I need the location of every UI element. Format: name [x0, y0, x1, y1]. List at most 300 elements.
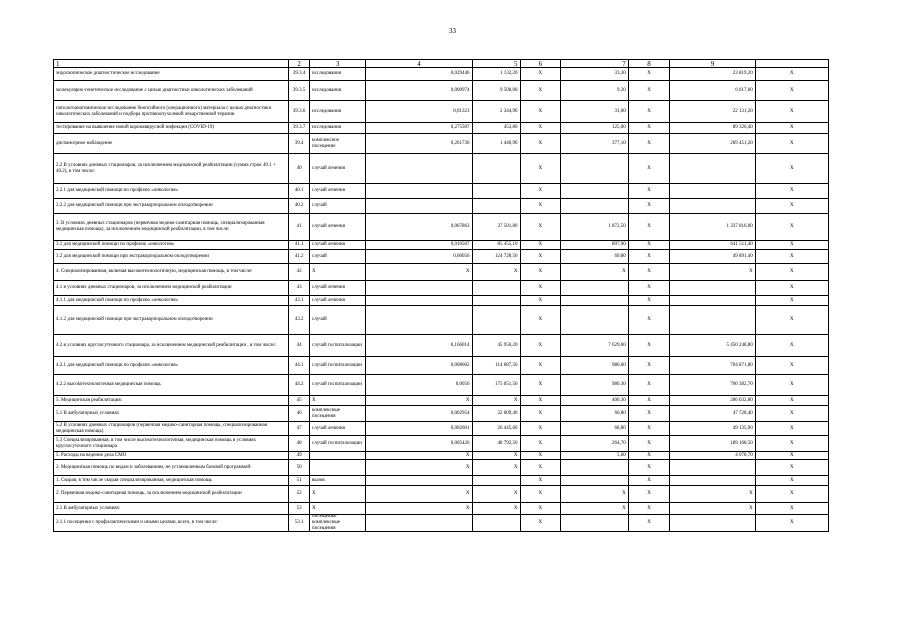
table-cell: 40: [289, 154, 310, 184]
table-cell: X: [521, 264, 562, 281]
table-cell: 39.3.5: [289, 81, 310, 101]
table-cell: X: [521, 486, 562, 503]
table-cell: X: [756, 460, 829, 476]
table-cell: [561, 306, 629, 335]
table-cell: [310, 452, 366, 460]
row-label: эндоскопическое диагностическое исследование: [54, 68, 289, 81]
table-cell: X: [521, 452, 562, 460]
table-cell: X: [366, 486, 472, 503]
table-cell: 700 382,70: [670, 375, 755, 396]
table-cell: 269 451,20: [670, 134, 755, 154]
table-cell: 0,00056: [366, 250, 472, 264]
table-cell: X: [756, 476, 829, 486]
row-label: молекулярно-генетическое исследование с целью диагностики онкологических заболеваний: [54, 81, 289, 101]
table-cell: комплексное посещение: [310, 134, 366, 154]
table-cell: 0,029446: [366, 68, 472, 81]
row-label: 2. Первичная медико-санитарная помощь, за исключением медицинской реабилитации: [54, 486, 289, 503]
table-cell: X: [670, 503, 755, 515]
table-cell: X: [310, 503, 366, 515]
table-cell: 48: [289, 436, 310, 452]
table-cell: [310, 460, 366, 476]
table-row: [54, 306, 829, 335]
table-cell: 49 135,90: [670, 422, 755, 436]
table-cell: 47 728,40: [670, 406, 755, 422]
table-cell: случай госпитализации: [310, 357, 366, 375]
table-cell: [561, 154, 629, 184]
table-cell: X: [756, 375, 829, 396]
table-cell: X: [756, 357, 829, 375]
table-cell: [366, 281, 472, 296]
table-cell: X: [629, 199, 670, 214]
table-cell: [670, 281, 755, 296]
table-cell: X: [629, 515, 670, 532]
table-cell: [561, 199, 629, 214]
table-cell: исследования: [310, 101, 366, 123]
table-cell: X: [521, 436, 562, 452]
table-cell: 897,90: [561, 241, 629, 250]
table-cell: X: [629, 436, 670, 452]
table-cell: X: [629, 460, 670, 476]
table-cell: X: [629, 123, 670, 134]
table-cell: [670, 296, 755, 306]
table-cell: X: [629, 214, 670, 241]
table-cell: 68,80: [561, 422, 629, 436]
table-cell: X: [521, 396, 562, 406]
table-header-cell: 2: [289, 60, 310, 68]
table-cell: X: [756, 101, 829, 123]
table-cell: X: [366, 460, 472, 476]
table-row: [54, 214, 829, 241]
table-row: [54, 422, 829, 436]
table-cell: X: [521, 281, 562, 296]
table-row: [54, 81, 829, 101]
table-cell: случай лечения: [310, 184, 366, 199]
table-cell: X: [521, 199, 562, 214]
table-cell: 0,01321: [366, 101, 472, 123]
table-cell: [366, 184, 472, 199]
table-cell: X: [521, 68, 562, 81]
table-cell: X: [629, 335, 670, 357]
table-cell: X: [670, 264, 755, 281]
row-label: 4.1.2 для медицинской помощи при экстракорпоральном оплодотворении: [54, 306, 289, 335]
table-cell: 0,000974: [366, 81, 472, 101]
table-cell: 22 609,40: [473, 406, 521, 422]
table-cell: 986,60: [561, 357, 629, 375]
table-cell: X: [521, 296, 562, 306]
table-cell: 377,10: [561, 134, 629, 154]
table-cell: [366, 306, 472, 335]
table-cell: X: [366, 264, 472, 281]
table-cell: 89 326,40: [670, 123, 755, 134]
table-cell: 41.1: [289, 241, 310, 250]
table-row: [54, 123, 829, 134]
table-row: [54, 199, 829, 214]
table-cell: X: [670, 486, 755, 503]
table-row: [54, 406, 829, 422]
table-cell: исследования: [310, 81, 366, 101]
table-row: [54, 486, 829, 503]
table-cell: 44: [289, 335, 310, 357]
table-cell: 124 728,50: [473, 250, 521, 264]
table-cell: X: [561, 503, 629, 515]
table-cell: X: [756, 406, 829, 422]
table-cell: 39.3.4: [289, 68, 310, 81]
table-cell: X: [521, 476, 562, 486]
table-cell: X: [521, 422, 562, 436]
table-row: [54, 515, 829, 532]
table-cell: X: [629, 306, 670, 335]
row-label: 4.2.1 для медицинской помощи по профилю «онкология»: [54, 357, 289, 375]
table-row: [54, 452, 829, 460]
row-label: 5.1 В амбулаторных условиях: [54, 406, 289, 422]
row-label: 3.2 для медицинской помощи при экстракорпоральном оплодотворении: [54, 250, 289, 264]
table-cell: X: [629, 154, 670, 184]
table-row: [54, 264, 829, 281]
table-cell: X: [756, 123, 829, 134]
table-cell: X: [756, 436, 829, 452]
table-header-cell: 5: [473, 60, 521, 68]
table-cell: X: [521, 241, 562, 250]
row-label: 2.2 В условиях дневных стационаров, за исключением медицинской реабилитации (сумма строк 40.1 + 40.2), в том числе:: [54, 154, 289, 184]
table-cell: X: [629, 134, 670, 154]
table-cell: [670, 184, 755, 199]
table-cell: 44.1: [289, 357, 310, 375]
row-label: 5. Медицинская реабилитация:: [54, 396, 289, 406]
table-cell: [670, 199, 755, 214]
table-row: [54, 134, 829, 154]
table-cell: X: [521, 357, 562, 375]
table-cell: 5 450 248,80: [670, 335, 755, 357]
row-label: 5.2 В условиях дневных стационаров (первичная медико-санитарная помощь, специализированная медицинская помощь): [54, 422, 289, 436]
table-cell: 9 508,00: [473, 81, 521, 101]
table-cell: 47: [289, 422, 310, 436]
table-cell: X: [756, 241, 829, 250]
table-cell: 0,005426: [366, 436, 472, 452]
row-label: 2. Медицинская помощь по видам и заболеваниям, не установленным базовой программой:: [54, 460, 289, 476]
table-cell: 400,30: [561, 396, 629, 406]
table-cell: 264,70: [561, 436, 629, 452]
table-cell: X: [521, 123, 562, 134]
table-cell: X: [756, 296, 829, 306]
table-cell: 23 819,20: [670, 68, 755, 81]
page-number: 33: [449, 27, 456, 35]
table-cell: X: [756, 250, 829, 264]
table-cell: 0,067863: [366, 214, 472, 241]
table-cell: 980,30: [561, 375, 629, 396]
table-cell: X: [629, 476, 670, 486]
table-cell: X: [473, 264, 521, 281]
table-cell: X: [756, 68, 829, 81]
table-cell: X: [310, 264, 366, 281]
table-cell: случай госпитализации: [310, 436, 366, 452]
table-cell: 41: [289, 214, 310, 241]
table-cell: X: [521, 375, 562, 396]
table-row: [54, 396, 829, 406]
table-cell: случай лечения: [310, 281, 366, 296]
table-cell: [366, 154, 472, 184]
table-cell: [473, 306, 521, 335]
table-cell: 125,00: [561, 123, 629, 134]
table-cell: X: [521, 335, 562, 357]
table-cell: [561, 296, 629, 306]
table-cell: 49: [289, 452, 310, 460]
table-cell: 39.4: [289, 134, 310, 154]
table-cell: X: [366, 452, 472, 460]
table-cell: 39.3.7: [289, 123, 310, 134]
table-cell: посещения/комплексные посещения: [310, 515, 366, 532]
table-cell: вызов: [310, 476, 366, 486]
table-cell: 40.1: [289, 184, 310, 199]
table-cell: X: [521, 214, 562, 241]
table-cell: случай лечения: [310, 154, 366, 184]
table-cell: X: [756, 396, 829, 406]
table-cell: X: [756, 422, 829, 436]
table-cell: X: [756, 154, 829, 184]
row-label: патологоанатомическое исследование биопсийного (операционного) материала с целью диагностики онкологических заболеваний и подбора противоопухолевой лекарственной терапии: [54, 101, 289, 123]
table-cell: случай лечения: [310, 296, 366, 306]
table-cell: 53.1: [289, 515, 310, 532]
table-cell: 43: [289, 281, 310, 296]
table-cell: X: [756, 199, 829, 214]
table-cell: 704 871,80: [670, 357, 755, 375]
table-cell: X: [521, 250, 562, 264]
table-cell: X: [521, 306, 562, 335]
table-cell: X: [629, 406, 670, 422]
table-cell: 45: [289, 396, 310, 406]
table-row: [54, 476, 829, 486]
table-cell: X: [629, 486, 670, 503]
row-label: 5.3 Специализированная, в том числе высокотехнологичная, медицинская помощь в условиях круглосуточного стационара: [54, 436, 289, 452]
table-row: [54, 436, 829, 452]
row-label: 3.1 для медицинской помощи по профилю «онкология»: [54, 241, 289, 250]
table-header-cell: 7: [561, 60, 629, 68]
table-cell: случай лечения: [310, 422, 366, 436]
table-cell: [473, 296, 521, 306]
table-cell: 0,166014: [366, 335, 472, 357]
table-header-cell: 1: [54, 60, 289, 68]
table-cell: X: [473, 486, 521, 503]
row-label: 1. Скорая, в том числе скорая специализированная, медицинская помощь: [54, 476, 289, 486]
table-cell: X: [521, 406, 562, 422]
table-cell: [670, 154, 755, 184]
table-cell: [473, 476, 521, 486]
table-cell: 0,008602: [366, 357, 472, 375]
table-row: [54, 101, 829, 123]
table-cell: 85 455,10: [473, 241, 521, 250]
row-label: 4.1.1 для медицинской помощи по профилю «онкология»: [54, 296, 289, 306]
table-cell: 0,002954: [366, 406, 472, 422]
table-header-row: [54, 60, 829, 68]
table-cell: 1 440,90: [473, 134, 521, 154]
table-row: [54, 154, 829, 184]
table-cell: случай: [310, 250, 366, 264]
table-cell: 0,010507: [366, 241, 472, 250]
table-cell: X: [629, 250, 670, 264]
table-cell: 51: [289, 476, 310, 486]
table-cell: 9,30: [561, 81, 629, 101]
table-cell: 26 445,60: [473, 422, 521, 436]
table-row: [54, 241, 829, 250]
table-cell: [670, 306, 755, 335]
table-cell: X: [629, 68, 670, 81]
table-cell: 43.2: [289, 306, 310, 335]
table-cell: 27 501,80: [473, 214, 521, 241]
table-cell: 453,80: [473, 123, 521, 134]
table-cell: 4 078,70: [670, 452, 755, 460]
table-cell: X: [310, 486, 366, 503]
table-cell: [561, 460, 629, 476]
row-label: 2.1.1 посещения с профилактическими и иными целями, всего, в том числе:: [54, 515, 289, 532]
table-cell: 49 891,40: [670, 250, 755, 264]
table-cell: X: [756, 306, 829, 335]
table-cell: X: [521, 134, 562, 154]
table-cell: 2 344,90: [473, 101, 521, 123]
table-cell: X: [521, 515, 562, 532]
table-cell: X: [629, 241, 670, 250]
row-label: 4. Специализированная, включая высокотехнологичную, медицинская помощь, в том числе:: [54, 264, 289, 281]
table-cell: X: [756, 486, 829, 503]
table-header-cell: 3: [310, 60, 366, 68]
table-cell: X: [756, 184, 829, 199]
table-cell: [561, 184, 629, 199]
table-cell: 53: [289, 503, 310, 515]
table-cell: 42: [289, 264, 310, 281]
table-cell: 0,275507: [366, 123, 472, 134]
row-label: 2.2.2 для медицинской помощи при экстракорпоральном оплодотворении: [54, 199, 289, 214]
table-cell: [366, 199, 472, 214]
table-header-cell: 6: [521, 60, 562, 68]
table-cell: X: [521, 503, 562, 515]
table-cell: 6 617,60: [670, 81, 755, 101]
table-cell: X: [521, 101, 562, 123]
table-cell: [366, 476, 472, 486]
table-cell: случай госпитализации: [310, 375, 366, 396]
table-row: [54, 281, 829, 296]
table-cell: X: [756, 264, 829, 281]
table-cell: 31,00: [561, 101, 629, 123]
row-label: 5. Расходы на ведение дела СМО: [54, 452, 289, 460]
table-cell: 189 168,50: [670, 436, 755, 452]
table-header-cell: 4: [366, 60, 472, 68]
table-cell: 114 687,50: [473, 357, 521, 375]
table-cell: [670, 476, 755, 486]
table-cell: комплексные посещения: [310, 406, 366, 422]
table-cell: X: [629, 422, 670, 436]
table-cell: X: [756, 515, 829, 532]
table-cell: 41.2: [289, 250, 310, 264]
table-cell: [473, 199, 521, 214]
table-cell: 7 629,60: [561, 335, 629, 357]
table-cell: X: [756, 452, 829, 460]
row-label: 4.2.2 высокотехнологичная медицинская помощь: [54, 375, 289, 396]
table-cell: X: [756, 281, 829, 296]
table-cell: X: [473, 452, 521, 460]
table-cell: 1 872,50: [561, 214, 629, 241]
table-cell: [473, 281, 521, 296]
table-row: [54, 250, 829, 264]
table-cell: X: [561, 264, 629, 281]
table-row: [54, 184, 829, 199]
table-cell: [670, 460, 755, 476]
table-cell: X: [629, 101, 670, 123]
table-cell: X: [473, 460, 521, 476]
table-cell: 45 956,20: [473, 335, 521, 357]
table-row: [54, 357, 829, 375]
table-cell: исследования: [310, 68, 366, 81]
table-cell: X: [521, 154, 562, 184]
table-cell: X: [629, 81, 670, 101]
table-cell: X: [629, 503, 670, 515]
table-cell: X: [629, 184, 670, 199]
table-cell: 48 792,50: [473, 436, 521, 452]
row-label: 2.1 В амбулаторных условиях:: [54, 503, 289, 515]
table-cell: 641 511,40: [670, 241, 755, 250]
table-cell: X: [629, 375, 670, 396]
table-header-cell: 8: [629, 60, 670, 68]
table-cell: 39.3.6: [289, 101, 310, 123]
table-cell: [473, 154, 521, 184]
table-row: [54, 460, 829, 476]
row-label: 3. В условиях дневных стационаров (первичная медико-санитарная помощь, специализированная медицинская помощь), за исключением медицинской реабилитации, в том числе:: [54, 214, 289, 241]
table-cell: X: [473, 396, 521, 406]
table-cell: случай лечения: [310, 214, 366, 241]
table-header-cell: 9: [670, 60, 755, 68]
table-cell: X: [366, 396, 472, 406]
table-row: [54, 375, 829, 396]
table-cell: 0,0056: [366, 375, 472, 396]
table-cell: X: [756, 81, 829, 101]
table-cell: 40.2: [289, 199, 310, 214]
table-cell: X: [756, 214, 829, 241]
table-cell: исследования: [310, 123, 366, 134]
table-cell: 50: [289, 460, 310, 476]
row-label: 4.1 в условиях дневных стационаров, за исключением медицинской реабилитации: [54, 281, 289, 296]
table-cell: X: [756, 335, 829, 357]
table-cell: 1 132,20: [473, 68, 521, 81]
table-cell: X: [629, 396, 670, 406]
table-cell: [561, 476, 629, 486]
table-cell: 286 032,80: [670, 396, 755, 406]
table-cell: 43.1: [289, 296, 310, 306]
table-cell: [561, 281, 629, 296]
table-cell: X: [561, 486, 629, 503]
table-cell: случай: [310, 199, 366, 214]
table-cell: 52: [289, 486, 310, 503]
table-cell: 69,80: [561, 250, 629, 264]
financing-table: [53, 59, 829, 532]
table-cell: X: [521, 460, 562, 476]
table-cell: X: [629, 452, 670, 460]
table-cell: 0,261736: [366, 134, 472, 154]
table-cell: X: [310, 396, 366, 406]
table-cell: X: [756, 134, 829, 154]
table-cell: [561, 515, 629, 532]
table-cell: X: [521, 81, 562, 101]
table-cell: X: [629, 281, 670, 296]
table-row: [54, 503, 829, 515]
table-cell: X: [366, 503, 472, 515]
table-cell: [473, 184, 521, 199]
table-cell: случай госпитализации: [310, 335, 366, 357]
table-cell: случай лечения: [310, 241, 366, 250]
row-label: 4.2 в условиях круглосуточного стационара, за исключением медицинской реабилитации , в том числе:: [54, 335, 289, 357]
table-cell: 66,80: [561, 406, 629, 422]
table-cell: 33,30: [561, 68, 629, 81]
table-cell: [366, 296, 472, 306]
table-cell: 46: [289, 406, 310, 422]
row-label: 2.2.1 для медицинской помощи по профилю «онкология»: [54, 184, 289, 199]
table-cell: [473, 515, 521, 532]
